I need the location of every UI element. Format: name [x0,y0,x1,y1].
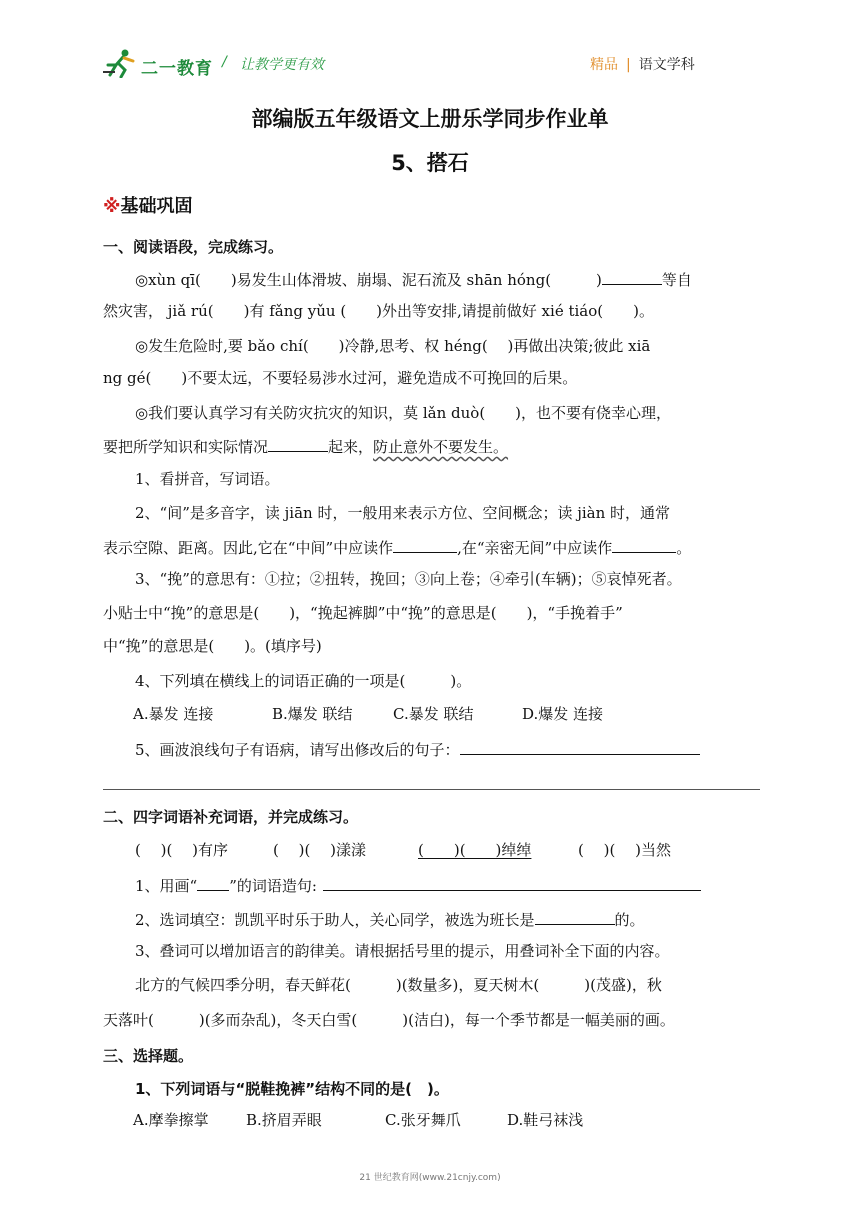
premium-label: 精品 [590,57,618,73]
text: ◎xùn qī( )易发生山体滑坡、崩塌、泥石流及 shān hóng( ) [135,271,602,289]
q3-sub-1: 1、下列词语与“脱鞋挽裤”结构不同的是( )。 [135,1080,449,1098]
q1-sub-3-line-3: 中“挽”的意思是( )。(填序号) [103,637,322,655]
section-basic-label: 基础巩固 [120,196,193,217]
text: 1、用画“ [135,877,198,895]
text: 。 [676,539,692,557]
q1-paragraph-3-line-2 [103,435,508,457]
text: ”的词语造句: [229,877,317,895]
runner-logo-icon [103,48,139,78]
slogan: 让教学更有效 [240,57,324,73]
q1-sub-2-line-2 [103,536,691,558]
logo-text: 二一教育 [141,59,213,79]
q1-sub-4-option-b[interactable]: B.爆发 联结 [272,705,353,723]
q2-sub-2 [135,908,645,930]
question-2-heading: 二、四字词语补充词语，并完成练习。 [103,808,359,826]
q2-paragraph-line-2: 天落叶( )(多而杂乱)，冬天白雪( )(洁白)，每一个季节都是一幅美丽的画。 [103,1011,675,1029]
text: 的。 [614,911,645,929]
underline-sample [197,874,229,891]
reference-mark: ※ [103,196,121,217]
wavy-sentence: 防止意外不要发生。 [373,438,509,456]
q1-sub-4: 4、下列填在横线上的词语正确的一项是( )。 [135,672,472,690]
question-3-heading: 三、选择题。 [103,1047,194,1065]
q1-paragraph-3-line-1: ◎我们要认真学习有关防灾抗灾的知识，莫 lǎn duò( )，也不要有侥幸心理， [135,404,672,422]
text: 表示空隙、距离。因此,它在“中间”中应读作 [103,539,394,557]
text: 等自 [661,271,692,289]
text: 起来， [328,438,374,456]
answer-blank[interactable] [612,536,676,553]
section-basic-heading [103,192,193,218]
answer-blank[interactable] [602,268,662,285]
q2-word-3: ( )( )绰绰 [418,841,532,859]
q1-sub-3-line-1: 3、“挽”的意思有：①拉；②扭转，挽回；③向上卷；④牵引(车辆)；⑤哀悼死者。 [135,570,682,588]
subject-label: 语文学科 [638,57,695,73]
badge-separator: | [626,57,631,73]
answer-blank[interactable] [535,908,615,925]
answer-line[interactable] [103,789,760,790]
q1-sub-5 [135,738,700,760]
answer-blank[interactable] [460,738,700,755]
answer-blank[interactable] [323,874,701,891]
q3-option-b[interactable]: B.挤眉弄眼 [246,1111,322,1129]
q1-sub-4-option-a[interactable]: A.暴发 连接 [133,705,214,723]
q1-paragraph-2-line-1: ◎发生危险时,要 bǎo chí( )冷静,思考、权 héng( )再做出决策;彼此 xiā [135,337,651,355]
q1-sub-4-option-c[interactable]: C.暴发 联结 [393,705,474,723]
q2-paragraph-line-1: 北方的气候四季分明，春天鲜花( )(数量多)，夏天树木( )(茂盛)，秋 [135,976,662,994]
q3-option-a[interactable]: A.摩拳擦掌 [133,1111,209,1129]
site-logo [103,48,215,82]
q1-sub-2-line-1: 2、“间”是多音字，读 jiān 时，一般用来表示方位、空间概念；读 jiàn 时，通常 [135,504,671,522]
text: ,在“亲密无间”中应读作 [457,539,613,557]
q2-word-2: ( )( )漾漾 [273,841,366,859]
q2-word-4: ( )( )当然 [578,841,671,859]
q1-sub-4-option-d[interactable]: D.爆发 连接 [522,705,604,723]
slogan-separator: / [222,54,227,70]
page-header [0,0,860,90]
question-1-heading: 一、阅读语段，完成练习。 [103,238,284,256]
q2-word-1: ( )( )有序 [135,841,228,859]
q1-sub-1: 1、看拼音，写词语。 [135,470,280,488]
q3-option-d[interactable]: D.鞋弓袜浅 [507,1111,584,1129]
q1-paragraph-1-line-2: 然灾害， jiǎ rú( )有 fǎng yǔu ( )外出等安排,请提前做好 xié tiáo( )。 [103,302,654,320]
text: 5、画波浪线句子有语病，请写出修改后的句子： [135,741,460,759]
text: 要把所学知识和实际情况 [103,438,269,456]
page-title: 部编版五年级语文上册乐学同步作业单 [251,107,609,131]
page-footer: 21 世纪教育网(www.21cnjy.com) [359,1173,501,1183]
q1-paragraph-2-line-2: ng gé( )不要太远，不要轻易涉水过河，避免造成不可挽回的后果。 [103,369,578,387]
q2-sub-3: 3、叠词可以增加语言的韵律美。请根据括号里的提示，用叠词补全下面的内容。 [135,942,670,960]
answer-blank[interactable] [268,435,328,452]
q3-option-c[interactable]: C.张牙舞爪 [385,1111,461,1129]
lesson-title: 5、搭石 [391,151,469,175]
q1-sub-3-line-2: 小贴士中“挽”的意思是( )，“挽起裤脚”中“挽”的意思是( )，“手挽着手” [103,604,623,622]
q1-paragraph-1-line-1 [135,268,692,290]
text: 2、选词填空：凯凯平时乐于助人，关心同学，被选为班长是 [135,911,535,929]
q2-sub-1 [135,874,701,896]
subject-badge [590,54,695,74]
answer-blank[interactable] [393,536,457,553]
